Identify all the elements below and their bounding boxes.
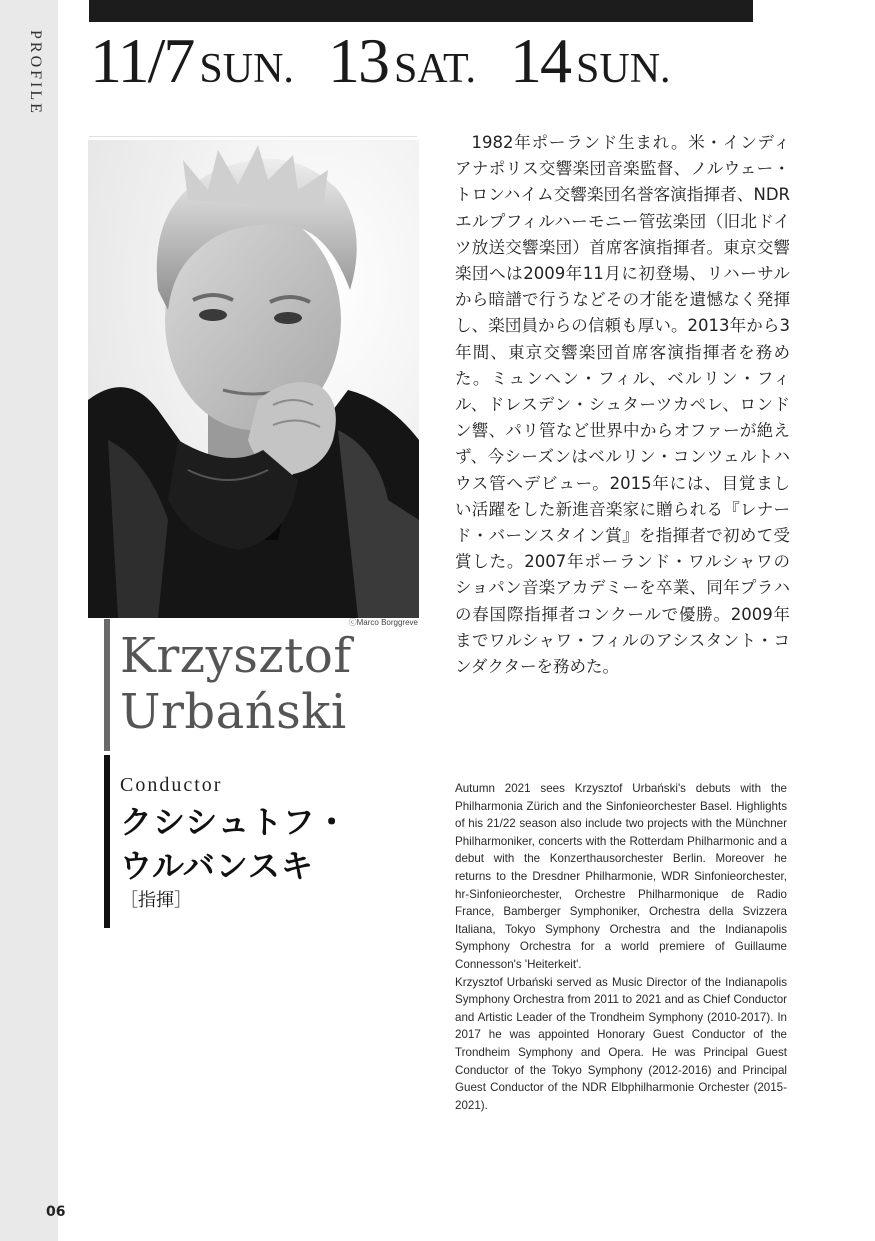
sidebar-strip: [0, 0, 58, 1241]
artist-role-japanese: ［指揮］: [120, 890, 192, 911]
day-1: SUN.: [199, 46, 294, 92]
photo-credit: ⓒMarco Borggreve: [348, 618, 418, 627]
name-accent-bar: [104, 619, 110, 751]
title-accent-bar: [104, 755, 110, 928]
date-2: 13: [327, 25, 388, 96]
bio-en-paragraph-2: Krzysztof Urbański served as Music Director of the Indianapolis Symphony Orchestra from 2011 to 2021 and as Chief Conductor and Artistic Leader of the Trondheim Symphony (2010-2017). In 2017 he was appointed Honorary Guest Conductor of the Trondheim Symphony and Opera. He was Principal Guest Conductor of the Tokyo Symphony (2012-2016) and Principal Guest Conductor of the NDR Elbphilharmonie Orchester (2015-2021).: [455, 975, 787, 1112]
artist-name-en-line2: Urbański: [120, 684, 347, 740]
artist-name-japanese: [120, 800, 420, 888]
section-label: PROFILE: [27, 30, 44, 116]
bio-en-paragraph-1: Autumn 2021 sees Krzysztof Urbański's debuts with the Philharmonia Zürich and the Sinfonieorchester Basel. Highlights of his 21/22 season also include two projects with the Münchner Philharmoniker, concerts with the Rotterdam Philharmonic and a debut with the Konzerthausorchester Berlin. Moreover he returns to the Dresdner Philharmonie, WDR Sinfonieorchester, hr-Sinfonieorchester, Orchestre Philharmonique de Radio France, Bamberger Symphoniker, Orchestra della Svizzera Italiana, Tokyo Symphony Orchestra and the Indianapolis Symphony Orchestra for a world premiere of Guillaume Connesson's 'Heiterkeit'.: [455, 782, 787, 971]
date-1: 11/7: [90, 25, 194, 96]
day-3: SUN.: [576, 46, 671, 92]
biography-japanese: 1982年ポーランド生まれ。米・インディアナポリス交響楽団音楽監督、ノルウェー・トロンハイム交響楽団名誉客演指揮者、NDRエルプフィルハーモニー管弦楽団（旧北ドイツ放送交響楽団）首席客演指揮者。東京交響楽団へは2009年11月に初登場、リハーサルから暗譜で行うなどその才能を遺憾なく発揮し、楽団員からの信頼も厚い。2013年から3年間、東京交響楽団首席客演指揮者を務めた。ミュンヘン・フィル、ベルリン・フィル、ドレスデン・シュターツカペレ、ロンドン響、パリ管など世界中からオファーが絶えず、今シーズンはベルリン・コンツェルトハウス管へデビュー。2015年には、目覚ましい活躍をした新進音楽家に贈られる『レナード・バーンスタイン賞』を指揮者で初めて受賞した。2007年ポーランド・ワルシャワのショパン音楽アカデミーを卒業、同年プラハの春国際指揮者コンクールで優勝。2009年までワルシャワ・フィルのアシスタント・コンダクターを務めた。: [455, 133, 790, 677]
divider: [89, 136, 417, 137]
page-number: 06: [46, 1204, 66, 1220]
concert-dates: [90, 24, 671, 96]
artist-name-en-line1: Krzysztof: [120, 628, 352, 684]
artist-name-english: [120, 628, 420, 740]
artist-name-jp-line2: ウルバンスキ: [120, 847, 314, 885]
header-bar: [89, 0, 753, 22]
day-2: SAT.: [393, 46, 477, 92]
biography-english: [455, 780, 787, 1114]
artist-role-english: Conductor: [120, 774, 223, 796]
date-3: 14: [510, 25, 571, 96]
artist-name-jp-line1: クシシュトフ・: [120, 803, 349, 841]
conductor-portrait: [88, 140, 419, 618]
